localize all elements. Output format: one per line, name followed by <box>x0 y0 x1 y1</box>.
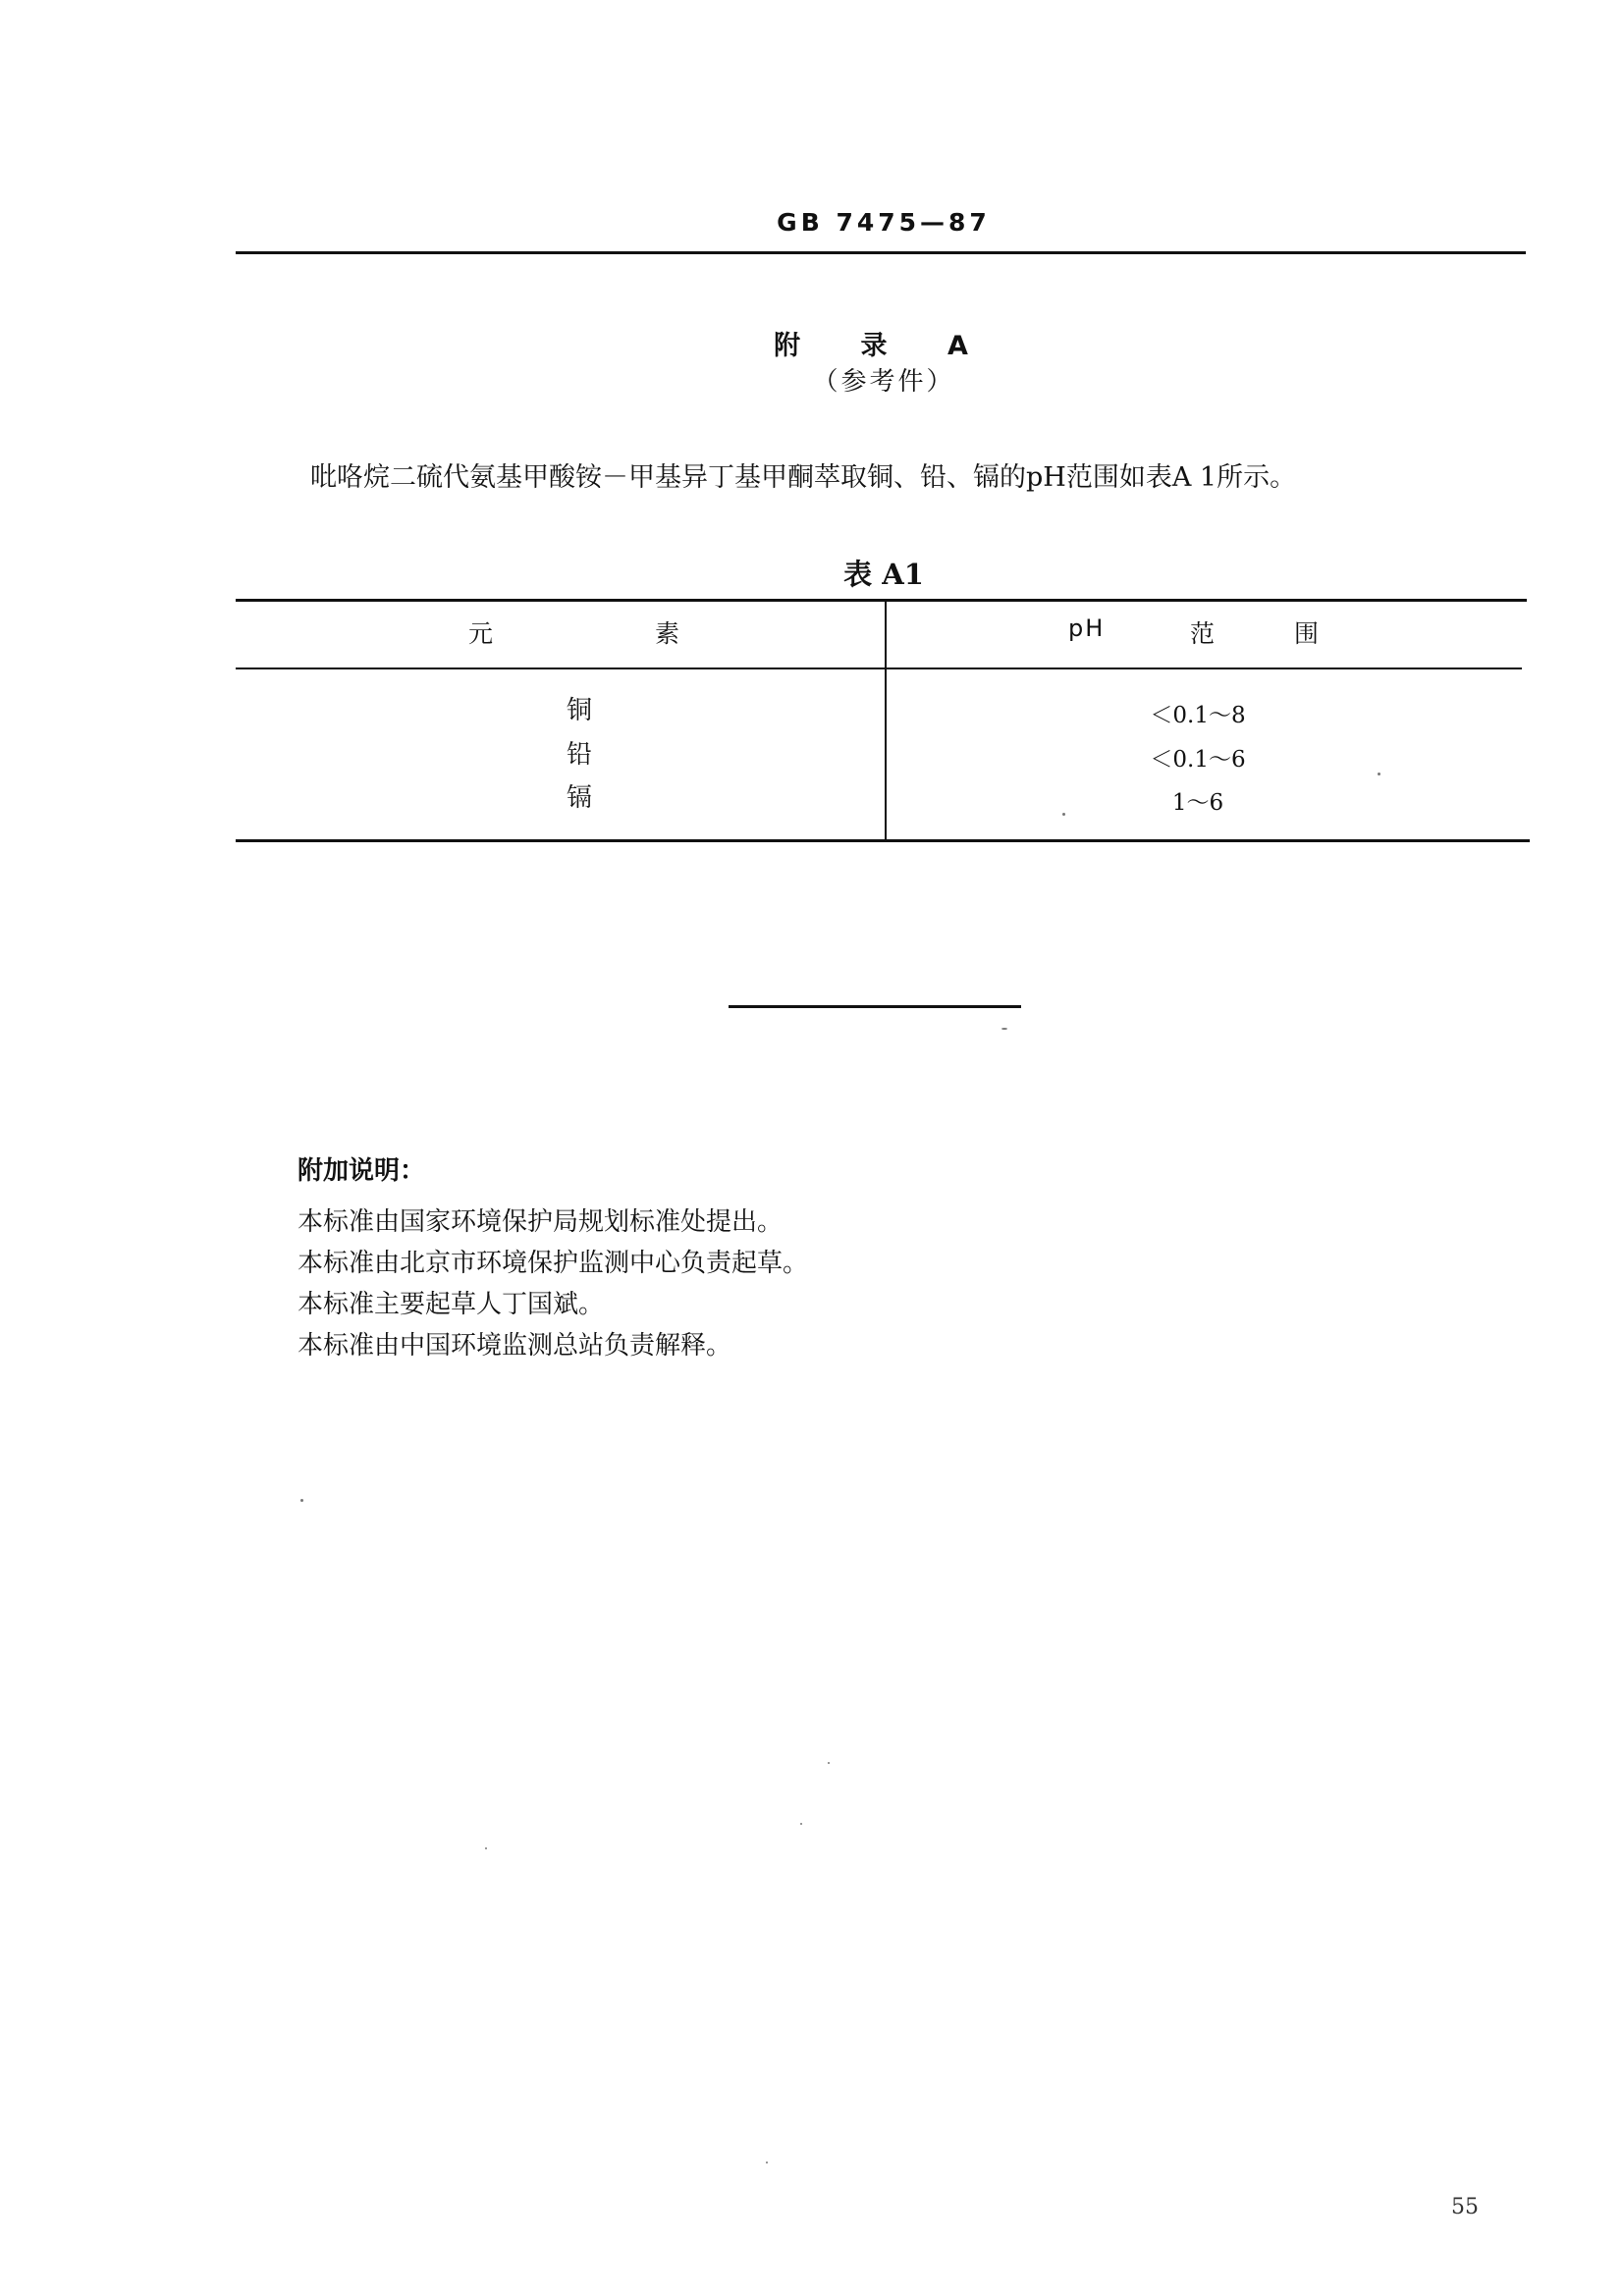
table-row-2-element: 铅 <box>566 740 592 770</box>
table-column-divider <box>885 601 887 842</box>
table-top-rule <box>236 599 1527 602</box>
header-ph-2: 范 <box>1190 619 1216 648</box>
table-title: 表 A1 <box>843 558 924 591</box>
appendix-subtitle: （参考件） <box>812 367 955 397</box>
header-element-2: 素 <box>655 619 680 648</box>
scan-speck <box>300 1499 303 1502</box>
table-row-2-ph: ＜0.1～6 <box>1150 747 1246 773</box>
table-header-rule <box>236 667 1522 669</box>
table-row-3-ph: 1～6 <box>1171 790 1224 816</box>
scan-speck <box>1062 813 1065 816</box>
header-ph: pH <box>1068 614 1106 642</box>
table-row-3-element: 镉 <box>566 783 592 813</box>
note-line-3: 本标准主要起草人丁国斌。 <box>298 1290 605 1319</box>
scan-speck <box>828 1762 830 1764</box>
note-line-4: 本标准由中国环境监测总站负责解释。 <box>298 1331 732 1361</box>
scan-speck <box>485 1847 487 1849</box>
scan-speck <box>1001 1028 1007 1030</box>
notes-title: 附加说明： <box>298 1156 426 1186</box>
scan-speck <box>1378 773 1380 775</box>
section-end-rule <box>729 1005 1021 1008</box>
table-bottom-rule <box>236 839 1530 842</box>
page-number: 55 <box>1451 2195 1479 2219</box>
note-line-1: 本标准由国家环境保护局规划标准处提出。 <box>298 1207 784 1237</box>
appendix-title: 附 录 A <box>774 331 994 361</box>
header-element-1: 元 <box>468 619 494 648</box>
scan-speck <box>800 1823 802 1825</box>
header-ph-3: 围 <box>1294 619 1320 648</box>
intro-paragraph: 吡咯烷二硫代氨基甲酸铵－甲基异丁基甲酮萃取铜、铅、镉的pH范围如表A 1所示。 <box>310 462 1297 493</box>
standard-code: GB 7475—87 <box>777 208 991 237</box>
scan-speck <box>766 2162 768 2163</box>
table-row-1-element: 铜 <box>566 696 592 725</box>
table-row-1-ph: ＜0.1～8 <box>1150 703 1246 728</box>
header-rule <box>236 251 1526 254</box>
note-line-2: 本标准由北京市环境保护监测中心负责起草。 <box>298 1249 809 1278</box>
